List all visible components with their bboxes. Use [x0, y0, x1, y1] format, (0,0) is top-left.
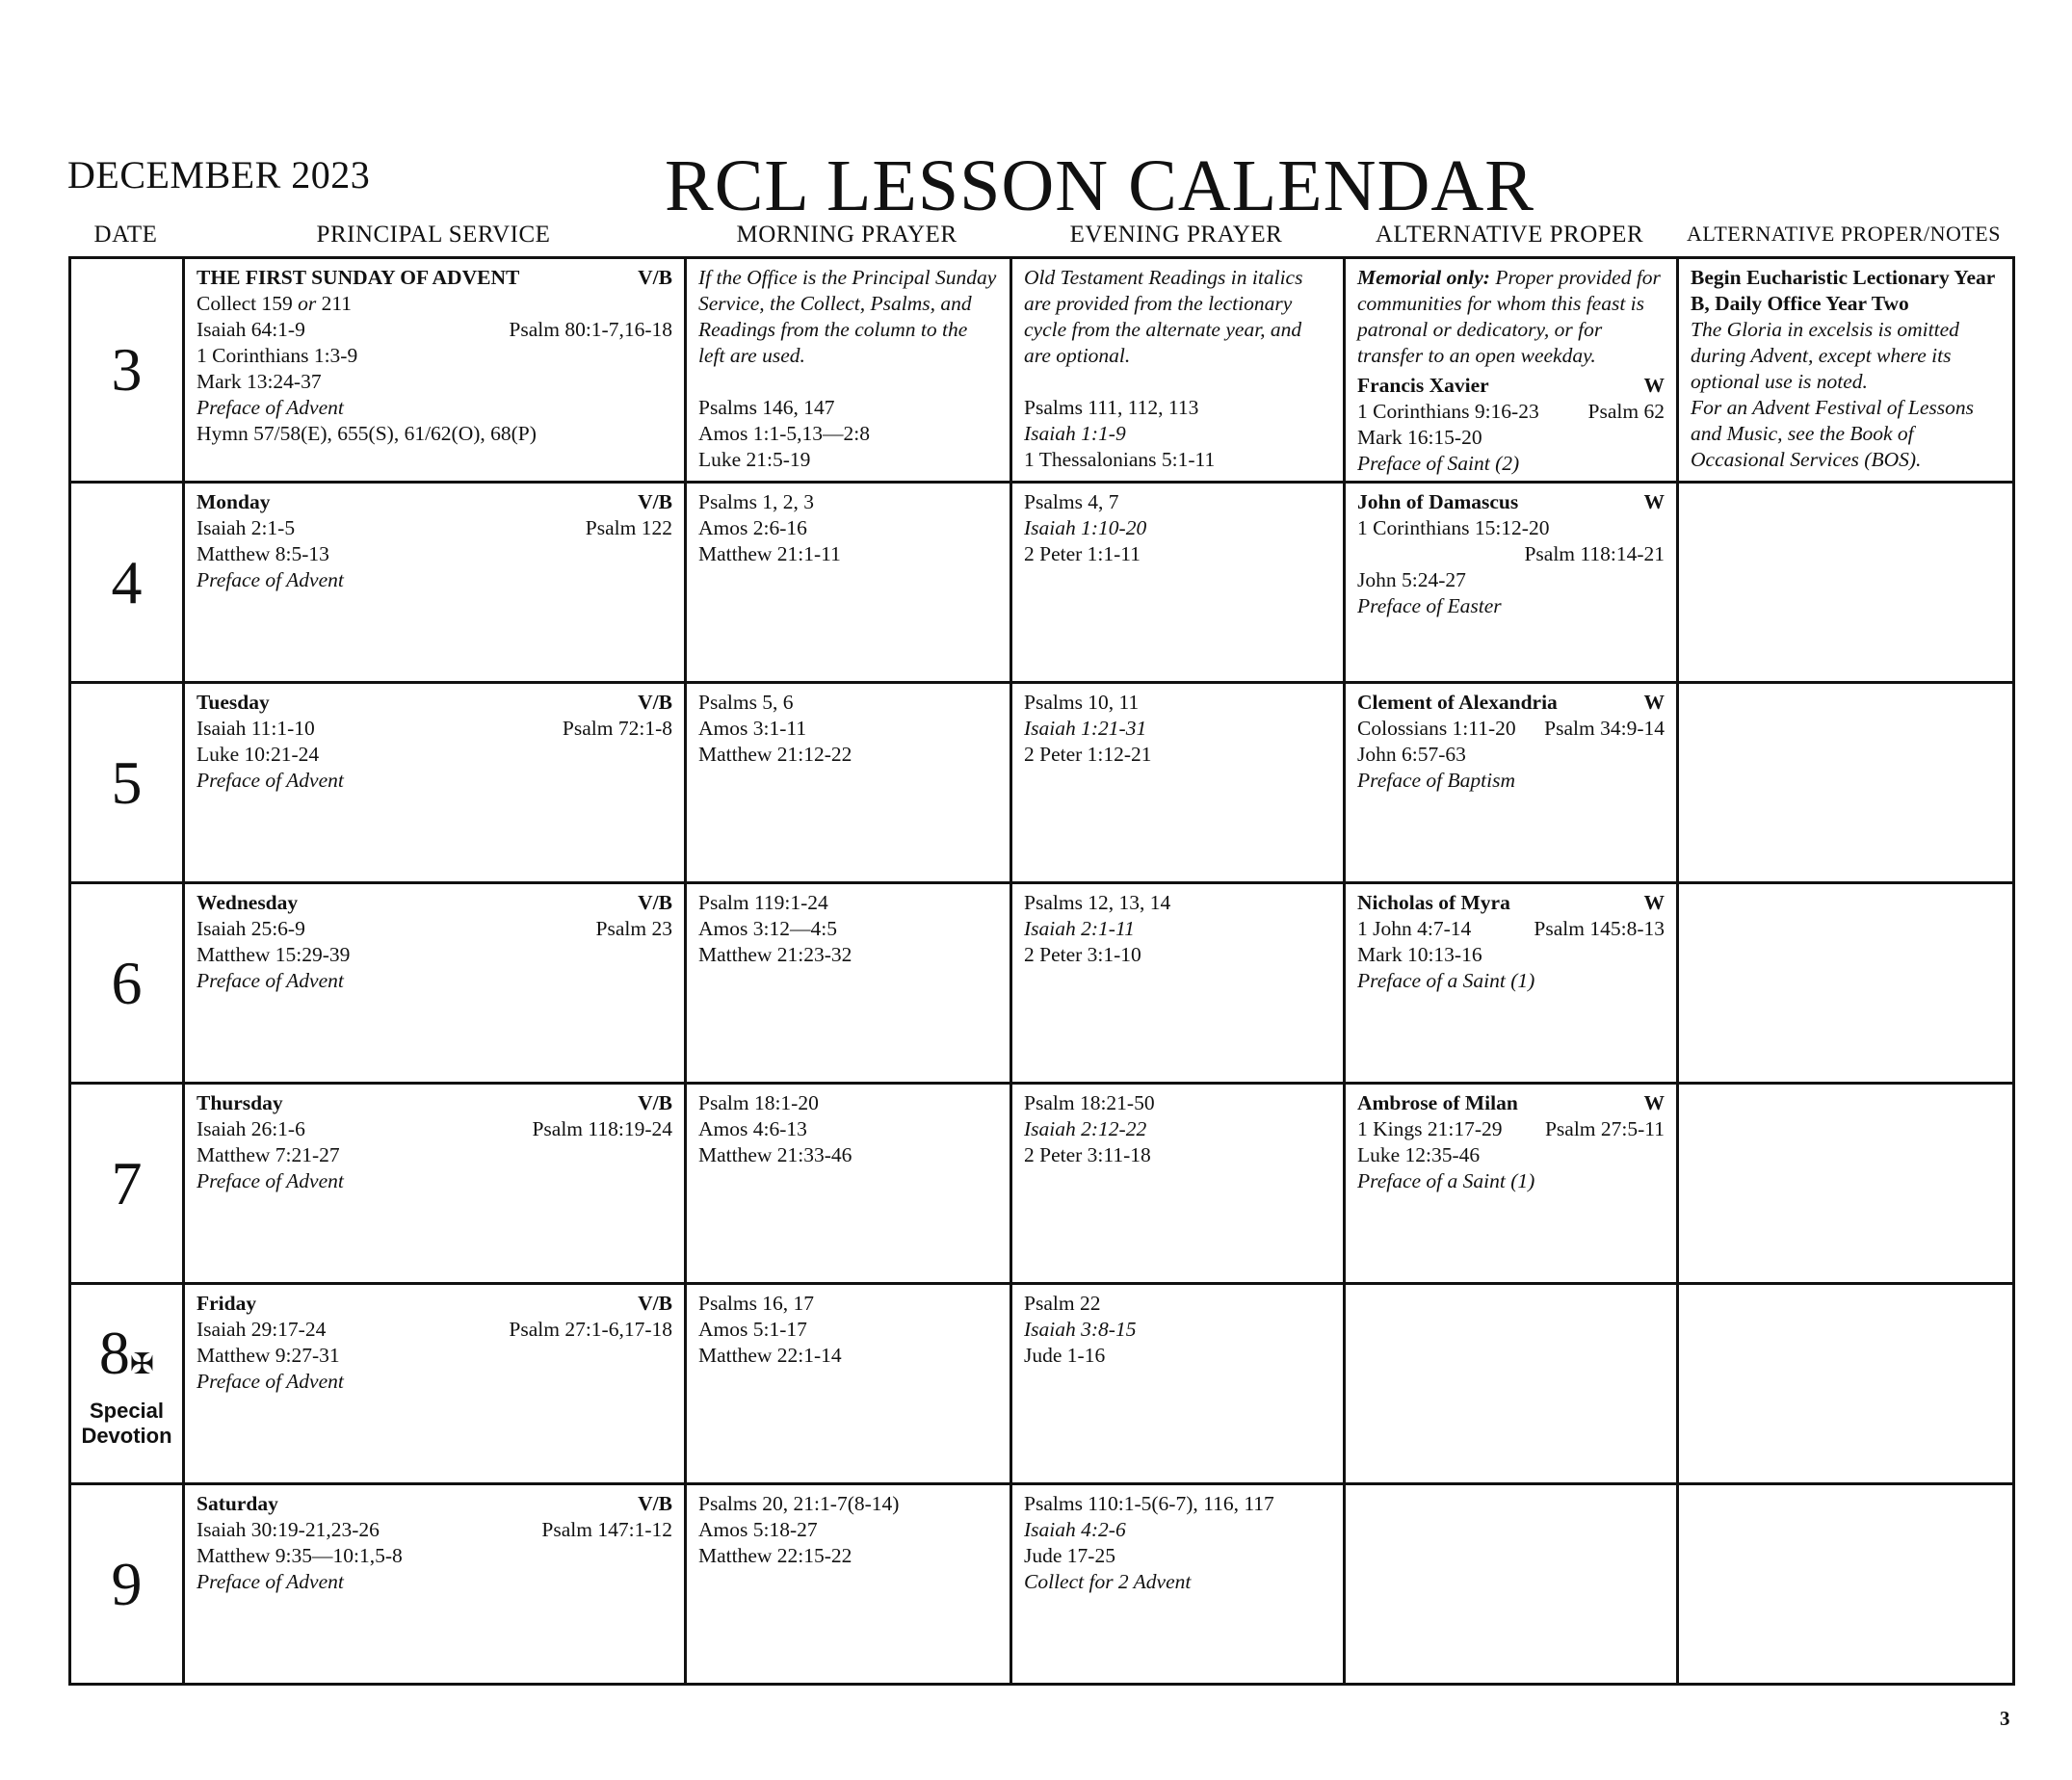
- reading: Psalms 1, 2, 3: [698, 490, 815, 513]
- saint-name: Ambrose of Milan: [1357, 1091, 1518, 1114]
- reading: 1 Corinthians 15:12-20: [1357, 516, 1550, 539]
- date-number: 8✠: [98, 1318, 155, 1387]
- psalm: Psalm 27:1-6,17-18: [509, 1318, 672, 1341]
- alternative-proper-cell: [1345, 258, 1678, 483]
- reading: Amos 3:12—4:5: [698, 917, 837, 940]
- liturgical-color: V/B: [638, 1292, 672, 1315]
- table-row: [70, 1484, 2014, 1685]
- date-number: 9: [111, 1549, 143, 1618]
- reading: John 5:24-27: [1357, 568, 1466, 591]
- reading: Psalm 18:1-20: [698, 1091, 819, 1114]
- preface: Preface of Baptism: [1357, 769, 1516, 792]
- alternative-proper-cell: [1345, 1284, 1678, 1484]
- preface: Preface of Advent: [197, 1169, 344, 1192]
- lesson-calendar-table: [68, 256, 2015, 1686]
- reading: Luke 10:21-24: [197, 743, 320, 766]
- principal-service-cell: [184, 1084, 686, 1284]
- psalm: Psalm 72:1-8: [562, 717, 672, 740]
- table-row: [70, 883, 2014, 1084]
- notes-cell: [1678, 483, 2014, 683]
- collect-note: Collect for 2 Advent: [1024, 1570, 1192, 1593]
- reading: Psalms 12, 13, 14: [1024, 891, 1171, 914]
- reading: Psalms 4, 7: [1024, 490, 1119, 513]
- reading: Isaiah 11:1-10: [197, 717, 315, 740]
- reading: Amos 2:6-16: [698, 516, 807, 539]
- preface: Preface of Saint (2): [1357, 452, 1520, 475]
- col-header-evening: EVENING PRAYER: [1069, 222, 1283, 248]
- reading: Isaiah 29:17-24: [197, 1318, 327, 1341]
- reading: Luke 21:5-19: [698, 448, 811, 471]
- reading: Mark 13:24-37: [197, 370, 322, 393]
- preface: Preface of Advent: [197, 568, 344, 591]
- morning-prayer-cell: [686, 1284, 1011, 1484]
- reading: Jude 1-16: [1024, 1344, 1106, 1367]
- weekday: Friday: [197, 1292, 257, 1315]
- date-number: 5: [111, 747, 143, 817]
- reading: Mark 10:13-16: [1357, 943, 1482, 966]
- reading: Isaiah 26:1-6: [197, 1117, 305, 1140]
- gloria-note: The Gloria in excelsis is omitted during Advent, except where its optional use is noted.: [1691, 318, 1959, 393]
- notes-cell: [1678, 683, 2014, 883]
- reading: Matthew 22:15-22: [698, 1544, 852, 1567]
- notes-cell: [1678, 258, 2014, 483]
- reading: Psalms 10, 11: [1024, 691, 1140, 714]
- reading: Matthew 22:1-14: [698, 1344, 842, 1367]
- date-cell: [70, 683, 184, 883]
- reading: Matthew 7:21-27: [197, 1143, 340, 1166]
- reading: Isaiah 2:12-22: [1024, 1117, 1147, 1140]
- alternative-proper-cell: [1345, 883, 1678, 1084]
- date-cell: [70, 883, 184, 1084]
- date-cell: [70, 1284, 184, 1484]
- psalm: Psalm 145:8-13: [1534, 917, 1665, 940]
- reading: Isaiah 2:1-11: [1024, 917, 1135, 940]
- evening-prayer-cell: [1011, 258, 1345, 483]
- principal-service-cell: [184, 1484, 686, 1685]
- reading: 1 Thessalonians 5:1-11: [1024, 448, 1216, 471]
- reading: Mark 16:15-20: [1357, 426, 1482, 449]
- principal-service-cell: [184, 683, 686, 883]
- saint-name: John of Damascus: [1357, 490, 1519, 513]
- table-row: [70, 483, 2014, 683]
- col-header-principal: PRINCIPAL SERVICE: [316, 222, 551, 248]
- month-label: DECEMBER 2023: [67, 153, 371, 196]
- feast-title: THE FIRST SUNDAY OF ADVENT: [197, 266, 520, 289]
- psalm: Psalm 34:9-14: [1544, 717, 1665, 740]
- notes-cell: [1678, 1084, 2014, 1284]
- col-header-date: DATE: [93, 222, 158, 248]
- reading: Matthew 21:1-11: [698, 542, 841, 565]
- reading: Matthew 15:29-39: [197, 943, 351, 966]
- office-note: Old Testament Readings in italics are provided from the lectionary cycle from the alternate year, and are optional.: [1024, 266, 1303, 367]
- reading: Amos 5:18-27: [698, 1518, 818, 1541]
- evening-prayer-cell: [1011, 683, 1345, 883]
- preface: Preface of a Saint (1): [1357, 969, 1535, 992]
- date-number: 6: [111, 948, 143, 1017]
- liturgical-color: W: [1643, 490, 1665, 513]
- liturgical-color: V/B: [638, 1492, 672, 1515]
- reading: Psalms 146, 147: [698, 396, 835, 419]
- reading: Isaiah 4:2-6: [1024, 1518, 1126, 1541]
- maltese-cross-icon: ✠: [129, 1348, 155, 1380]
- principal-service-cell: [184, 883, 686, 1084]
- reading: Psalms 111, 112, 113: [1024, 396, 1199, 419]
- date-number: 4: [111, 547, 143, 616]
- festival-note: For an Advent Festival of Lessons and Music, see the Book of Occasional Services (BOS).: [1691, 396, 1975, 471]
- reading: Isaiah 30:19-21,23-26: [197, 1518, 380, 1541]
- psalm: Psalm 27:5-11: [1544, 1117, 1665, 1140]
- liturgical-color: W: [1643, 1091, 1665, 1114]
- notes-cell: [1678, 1484, 2014, 1685]
- psalm: Psalm 80:1-7,16-18: [509, 318, 672, 341]
- table-row: [70, 683, 2014, 883]
- reading: Luke 12:35-46: [1357, 1143, 1481, 1166]
- morning-prayer-cell: [686, 883, 1011, 1084]
- special-devotion-label: Special: [89, 1398, 165, 1423]
- preface: Preface of Easter: [1357, 594, 1502, 617]
- reading: Psalms 16, 17: [698, 1292, 815, 1315]
- psalm: Psalm 62: [1587, 400, 1665, 423]
- weekday: Monday: [197, 490, 271, 513]
- reading: Isaiah 1:10-20: [1024, 516, 1147, 539]
- saint-name: Clement of Alexandria: [1357, 691, 1558, 714]
- collect-line: Collect 159 or 211: [197, 292, 353, 315]
- reading: John 6:57-63: [1357, 743, 1466, 766]
- table-row: [70, 258, 2014, 483]
- preface: Preface of Advent: [197, 769, 344, 792]
- psalm: Psalm 147:1-12: [541, 1518, 672, 1541]
- col-header-alternative: ALTERNATIVE PROPER: [1375, 222, 1644, 248]
- reading: Amos 1:1-5,13—2:8: [698, 422, 870, 445]
- reading: 1 Corinthians 9:16-23: [1357, 400, 1539, 423]
- reading: Isaiah 3:8-15: [1024, 1318, 1137, 1341]
- date-cell: [70, 1484, 184, 1685]
- preface: Preface of Advent: [197, 1570, 344, 1593]
- reading: Matthew 21:12-22: [698, 743, 852, 766]
- evening-prayer-cell: [1011, 1484, 1345, 1685]
- reading: Colossians 1:11-20: [1357, 717, 1516, 740]
- reading: 2 Peter 1:1-11: [1024, 542, 1141, 565]
- reading: 1 Kings 21:17-29: [1357, 1117, 1503, 1140]
- reading: 1 Corinthians 1:3-9: [197, 344, 358, 367]
- preface: Preface of Advent: [197, 1370, 344, 1393]
- preface: Preface of Advent: [197, 969, 344, 992]
- reading: Psalm 18:21-50: [1024, 1091, 1155, 1114]
- office-note: If the Office is the Principal Sunday Service, the Collect, Psalms, and Readings from the column to the left are used.: [698, 266, 997, 367]
- principal-service-cell: [184, 1284, 686, 1484]
- liturgical-color: W: [1643, 374, 1665, 397]
- column-headers: [0, 222, 2072, 256]
- reading: Matthew 9:35—10:1,5-8: [197, 1544, 403, 1567]
- principal-service-cell: [184, 258, 686, 483]
- col-header-morning: MORNING PRAYER: [736, 222, 957, 248]
- alternative-proper-cell: [1345, 1484, 1678, 1685]
- reading: Amos 5:1-17: [698, 1318, 807, 1341]
- reading: 1 John 4:7-14: [1357, 917, 1472, 940]
- psalm: Psalm 118:14-21: [1524, 542, 1665, 565]
- date-number: 3: [111, 335, 143, 404]
- reading: Matthew 8:5-13: [197, 542, 329, 565]
- alternative-proper-cell: [1345, 1084, 1678, 1284]
- evening-prayer-cell: [1011, 1084, 1345, 1284]
- alternative-proper-cell: [1345, 483, 1678, 683]
- reading: 2 Peter 3:1-10: [1024, 943, 1141, 966]
- reading: Isaiah 1:1-9: [1024, 422, 1126, 445]
- date-cell: [70, 483, 184, 683]
- lectionary-note: Begin Eucharistic Lectionary Year B, Daily Office Year Two: [1691, 266, 1995, 315]
- memorial-note: Memorial only: Proper provided for communities for whom this feast is patronal or dedicatory, or for transfer to an open weekday.: [1357, 266, 1661, 367]
- reading: Psalms 110:1-5(6-7), 116, 117: [1024, 1492, 1274, 1515]
- table-row: [70, 1084, 2014, 1284]
- reading: Psalm 22: [1024, 1292, 1101, 1315]
- preface: Preface of Advent: [197, 396, 344, 419]
- liturgical-color: V/B: [638, 691, 672, 714]
- principal-service-cell: [184, 483, 686, 683]
- psalm: Psalm 122: [585, 516, 672, 539]
- date-number: 7: [111, 1148, 143, 1217]
- reading: Isaiah 1:21-31: [1024, 717, 1147, 740]
- reading: Psalms 20, 21:1-7(8-14): [698, 1492, 900, 1515]
- reading: Isaiah 25:6-9: [197, 917, 305, 940]
- liturgical-color: V/B: [638, 1091, 672, 1114]
- liturgical-color: W: [1643, 691, 1665, 714]
- weekday: Saturday: [197, 1492, 278, 1515]
- morning-prayer-cell: [686, 1084, 1011, 1284]
- liturgical-color: V/B: [638, 266, 672, 289]
- col-header-notes: ALTERNATIVE PROPER/NOTES: [1687, 222, 2001, 246]
- liturgical-color: V/B: [638, 490, 672, 513]
- page-title: RCL LESSON CALENDAR: [665, 145, 1534, 226]
- reading: Matthew 9:27-31: [197, 1344, 340, 1367]
- reading: 2 Peter 3:11-18: [1024, 1143, 1151, 1166]
- notes-cell: [1678, 1284, 2014, 1484]
- special-devotion-label: Devotion: [81, 1423, 172, 1448]
- reading: Isaiah 64:1-9: [197, 318, 305, 341]
- date-cell: [70, 258, 184, 483]
- reading: 2 Peter 1:12-21: [1024, 743, 1152, 766]
- preface: Preface of a Saint (1): [1357, 1169, 1535, 1192]
- weekday: Wednesday: [197, 891, 299, 914]
- weekday: Thursday: [197, 1091, 283, 1114]
- date-cell: [70, 1084, 184, 1284]
- table-row: [70, 1284, 2014, 1484]
- evening-prayer-cell: [1011, 883, 1345, 1084]
- reading: Jude 17-25: [1024, 1544, 1115, 1567]
- page-number: 3: [2000, 1707, 2010, 1730]
- saint-name: Francis Xavier: [1357, 374, 1489, 397]
- reading: Psalm 119:1-24: [698, 891, 828, 914]
- morning-prayer-cell: [686, 483, 1011, 683]
- liturgical-color: W: [1643, 891, 1665, 914]
- morning-prayer-cell: [686, 683, 1011, 883]
- morning-prayer-cell: [686, 1484, 1011, 1685]
- saint-name: Nicholas of Myra: [1357, 891, 1510, 914]
- alternative-proper-cell: [1345, 683, 1678, 883]
- reading: Matthew 21:33-46: [698, 1143, 852, 1166]
- weekday: Tuesday: [197, 691, 270, 714]
- liturgical-color: V/B: [638, 891, 672, 914]
- psalm: Psalm 118:19-24: [532, 1117, 672, 1140]
- morning-prayer-cell: [686, 258, 1011, 483]
- reading: Isaiah 2:1-5: [197, 516, 296, 539]
- psalm: Psalm 23: [595, 917, 672, 940]
- reading: Psalms 5, 6: [698, 691, 794, 714]
- reading: Amos 4:6-13: [698, 1117, 807, 1140]
- evening-prayer-cell: [1011, 1284, 1345, 1484]
- reading: Matthew 21:23-32: [698, 943, 852, 966]
- evening-prayer-cell: [1011, 483, 1345, 683]
- hymns: Hymn 57/58(E), 655(S), 61/62(O), 68(P): [197, 422, 537, 445]
- reading: Amos 3:1-11: [698, 717, 807, 740]
- notes-cell: [1678, 883, 2014, 1084]
